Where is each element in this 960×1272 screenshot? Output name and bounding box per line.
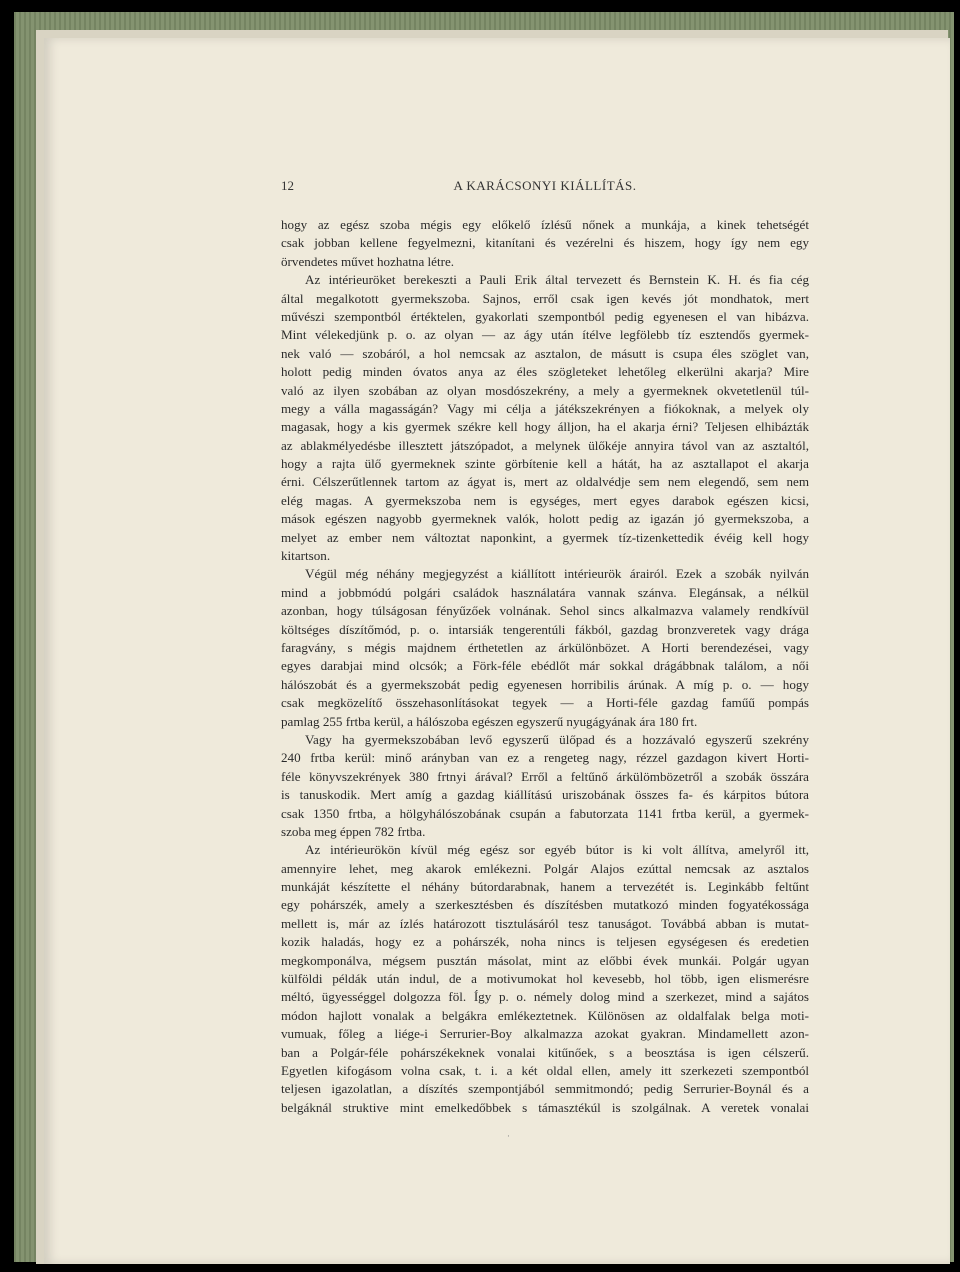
text-line: belgáknál struktive mint emelkedőbbek s támasztékúl is szolgálnak. A veretek vonalai (281, 1099, 809, 1115)
text-line: Az intérieurökön kívül még egész sor egyéb bútor is ki volt állítva, amelyről itt, (305, 842, 809, 858)
text-line: féle könyvszekrények 380 frtnyi árával? Erről a feltűnő árkülömbözetről a szobák összára (281, 768, 809, 784)
text-line: megkomponálva, mégsem pusztán másolat, mint az előbbi évek munkái. Polgár ugyan (281, 952, 809, 968)
text-line: hogy az egész szoba mégis egy előkelő ízlésű nőnek a munkája, a kinek tehetségét (281, 217, 809, 232)
text-line: magasak, hogy a kis gyermek székre kell hogy álljon, ha el akarja érni? Teljesen elhibázták (281, 419, 809, 435)
text-line: azonban, hogy túlságosan fényűzőek volnának. Sehol sincs alkalmazva valamely rendkívül (281, 603, 809, 619)
text-line: holott pedig minden óvatos anya az éles szögleteket lehetőleg elkerülni akarja? Mire (281, 364, 809, 380)
text-line: az ablakmélyedésbe illesztett játszópadot, a melynek ülőkéje annyira távol van az asztaltól, (281, 437, 809, 453)
text-line: Végül még néhány megjegyzést a kiállított intérieurök árairól. Ezek a szobák nyilván (305, 566, 809, 582)
text-line: egyes darabjai mind olcsók; a Förk-féle ebédlőt már sokkal drágábbnak találom, a női (281, 658, 809, 674)
text-line: csak jobban kellene fegyelmezni, kitanítani és vezérelni és hiszem, hogy így nem egy (281, 235, 809, 251)
text-line: Az intérieuröket berekeszti a Pauli Erik által tervezett és Bernstein K. H. és fia cég (305, 272, 809, 288)
text-line: nek való — szobáról, a hol nemcsak az asztalon, de másutt is csupa éles szöglet van, (281, 345, 809, 361)
text-line: Mint vélekedjünk p. o. az olyan — az ágy után ítélve legfölebb tíz esztendős gyermek- (281, 327, 809, 343)
text-line: való az ilyen szobában az olyan mosdószekrény, a mely a gyermeknek okvetetlenül túl- (281, 382, 809, 398)
text-line: kozik haladás, hogy ez a pohárszék, noha nincs is teljesen egységesen és eredetien (281, 934, 809, 950)
text-line: hogy a rajta ülő gyermeknek szinte görbítenie kell a hátát, ha az asztallapot el akarja (281, 456, 809, 472)
text-line: egy pohárszék, amely a szerkesztésben és díszítésben mutatkozó minden fogyatékossága (281, 897, 809, 913)
text-line: 240 frtba kerül: minő arányban van ez a rengeteg nagy, rézzel gazdagon kivert Horti- (281, 750, 809, 766)
text-line: pamlag 255 frtba kerül, a hálószoba egészen egyszerű nyugágyának ára 180 frt. (281, 713, 698, 729)
text-line: faragvány, s mégis majdnem érthetetlen az árkülönbözet. A Horti berendezései, vagy (281, 639, 809, 655)
text-line: mások egészen nagyobb gyermeknek valók, holott pedig az igazán jó gyermekszoba, a (281, 511, 809, 527)
text-line: Egyetlen kifogásom volna csak, t. i. a két oldal ellen, amely itt szerkezeti szempontból (281, 1062, 809, 1078)
text-line: művészi szempontból értéktelen, gyakorlati szempontból pedig egyenesen el van hibázva. (281, 308, 809, 324)
text-line: teljesen igazolatlan, a díszítés szempontjából semmitmondó; pedig Serrurier-Boynál és a (281, 1081, 809, 1097)
text-line: által megalkotott gyermekszoba. Sajnos, erről csak igen kevés jót mondhatok, mert (281, 290, 809, 306)
body-text (281, 216, 809, 1117)
text-line: amennyire lehet, meg akarok emlékezni. Polgár Alajos ezúttal nemcsak az asztalos (281, 860, 809, 876)
text-line: külföldi példák után indul, de a motivumokat hol kevesebb, hol több, igen elismerésre (281, 971, 809, 987)
text-line: elég magas. A gyermekszoba nem is egységes, mert egyes darabok egészen kicsi, (281, 492, 809, 508)
running-title: A KARÁCSONYI KIÁLLÍTÁS. (453, 178, 637, 193)
text-line: érni. Célszerűtlennek tartom az ágyat is, mert az oldalvédje sem nem elegendő, sem nem (281, 474, 809, 490)
text-line: megy a válla magasságán? Vagy mi célja a játékszekrényen a fiókoknak, a melyek oly (281, 400, 809, 416)
text-line: szoba meg éppen 782 frtba. (281, 823, 426, 839)
text-line: hálószobát és a gyermekszobát pedig egyenesen horribilis árúnak. A míg p. o. — hogy (281, 676, 809, 692)
text-line: méltó, ügyességgel dolgozza föl. Így p. o. némely dolog mind a szerkezet, mind a sajátos (281, 989, 809, 1005)
text-line: ban a Polgár-féle pohárszékeknek vonalai kitűnőek, s a beosztása is igen célszerű. (281, 1044, 809, 1060)
paper-speck: · (507, 1132, 510, 1142)
page-number: 12 (281, 178, 294, 193)
text-line: költséges díszítőmód, p. o. intarsiák tengerentúli fákból, gazdag bronzveretek vagy drága (281, 621, 809, 637)
text-line: örvendetes művet hozhatna létre. (281, 253, 455, 269)
text-line: melyet az ember nem változtat naponkint, a gyermek tíz-tizenkettedik évéig kell hogy (281, 529, 809, 545)
text-line: mind a jobbmódú polgári családok használatára vannak szánva. Elegánsak, a nélkül (281, 584, 809, 600)
text-line: is tanuskodik. Mert amíg a gazdag kiállítású uriszobának összes fa- és kárpitos bútora (281, 787, 809, 803)
text-line: munkáját készítette el néhány bútordarabnak, hanem a tervezétét is. Leginkább feltűnt (281, 879, 809, 895)
running-head (281, 178, 809, 198)
text-line: mellett is, már az ízlés határozott tisztulásáról tesz tanuságot. Továbbá abban is mutat- (281, 915, 809, 931)
text-line: módon hajlott vonalak a belgákra emlékeztetnek. Különösen az oldalfalak belga moti- (281, 1007, 809, 1023)
text-line: csak 1350 frtba, a hölgyhálószobának csupán a fabutorzata 1141 frtba kerül, a gyermek- (281, 805, 809, 821)
text-line: kitartson. (281, 548, 331, 564)
text-line: vumuak, főleg a liége-i Serrurier-Boy alkalmazza azokat gyakran. Mindamellett azon- (281, 1026, 809, 1042)
text-line: csak megközelítő összehasonlításokat tegyek — a Horti-féle gazdag faműű pompás (281, 695, 809, 711)
text-line: Vagy ha gyermekszobában levő egyszerű ülőpad és a hozzávaló egyszerű szekrény (305, 731, 809, 747)
